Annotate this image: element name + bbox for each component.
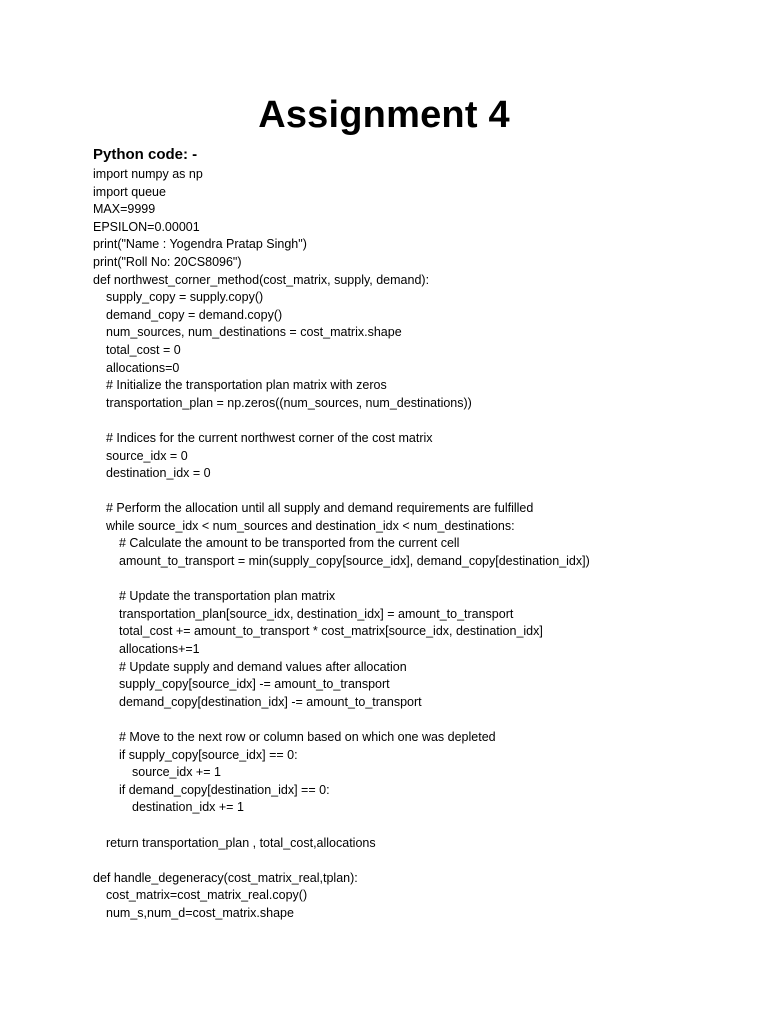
- code-line: print("Roll No: 20CS8096"): [93, 254, 242, 269]
- code-block: [93, 166, 733, 923]
- code-line: source_idx += 1: [132, 765, 221, 780]
- code-line: [93, 817, 733, 835]
- code-line: [93, 483, 733, 501]
- code-line: total_cost = 0: [106, 342, 181, 357]
- code-line: MAX=9999: [93, 202, 156, 217]
- code-line: # Indices for the current northwest corner of the cost matrix: [106, 430, 433, 445]
- code-line: num_s,num_d=cost_matrix.shape: [106, 905, 294, 920]
- code-line: supply_copy = supply.copy(): [106, 290, 264, 305]
- code-line: total_cost += amount_to_transport * cost_matrix[source_idx, destination_idx]: [119, 624, 543, 639]
- code-line: allocations=0: [106, 360, 180, 375]
- code-line: EPSILON=0.00001: [93, 219, 200, 234]
- code-line: # Initialize the transportation plan matrix with zeros: [106, 378, 387, 393]
- page-title: Assignment 4: [258, 94, 510, 136]
- code-line: demand_copy[destination_idx] -= amount_to_transport: [119, 694, 422, 709]
- code-line: if supply_copy[source_idx] == 0:: [119, 747, 298, 762]
- code-line: amount_to_transport = min(supply_copy[source_idx], demand_copy[destination_idx]): [119, 554, 590, 569]
- code-line: [93, 852, 733, 870]
- code-line: # Update supply and demand values after allocation: [119, 659, 407, 674]
- code-line: destination_idx += 1: [132, 800, 244, 815]
- code-line: # Calculate the amount to be transported from the current cell: [119, 536, 460, 551]
- code-line: [93, 412, 733, 430]
- code-line: def handle_degeneracy(cost_matrix_real,tplan):: [93, 870, 358, 885]
- code-line: # Perform the allocation until all supply and demand requirements are fulfilled: [106, 501, 534, 516]
- code-line: supply_copy[source_idx] -= amount_to_transport: [119, 677, 390, 692]
- code-line: print("Name : Yogendra Pratap Singh"): [93, 237, 307, 252]
- code-line: cost_matrix=cost_matrix_real.copy(): [106, 888, 308, 903]
- code-line: import numpy as np: [93, 167, 203, 181]
- code-line: source_idx = 0: [106, 448, 188, 463]
- code-line: num_sources, num_destinations = cost_matrix.shape: [106, 325, 402, 340]
- code-line: transportation_plan[source_idx, destination_idx] = amount_to_transport: [119, 606, 514, 621]
- code-line: [93, 571, 733, 589]
- code-line: [93, 711, 733, 729]
- code-line: while source_idx < num_sources and destination_idx < num_destinations:: [106, 518, 515, 533]
- code-line: demand_copy = demand.copy(): [106, 307, 283, 322]
- code-line: def northwest_corner_method(cost_matrix, supply, demand):: [93, 272, 430, 287]
- code-line: transportation_plan = np.zeros((num_sources, num_destinations)): [106, 395, 472, 410]
- section-heading: Python code: -: [93, 146, 198, 163]
- code-line: return transportation_plan , total_cost,allocations: [106, 835, 376, 850]
- code-line: destination_idx = 0: [106, 466, 211, 481]
- code-line: if demand_copy[destination_idx] == 0:: [119, 782, 330, 797]
- code-line: # Move to the next row or column based on which one was depleted: [119, 730, 496, 744]
- code-line: allocations+=1: [119, 642, 200, 657]
- code-line: import queue: [93, 184, 166, 199]
- code-line: # Update the transportation plan matrix: [119, 589, 336, 604]
